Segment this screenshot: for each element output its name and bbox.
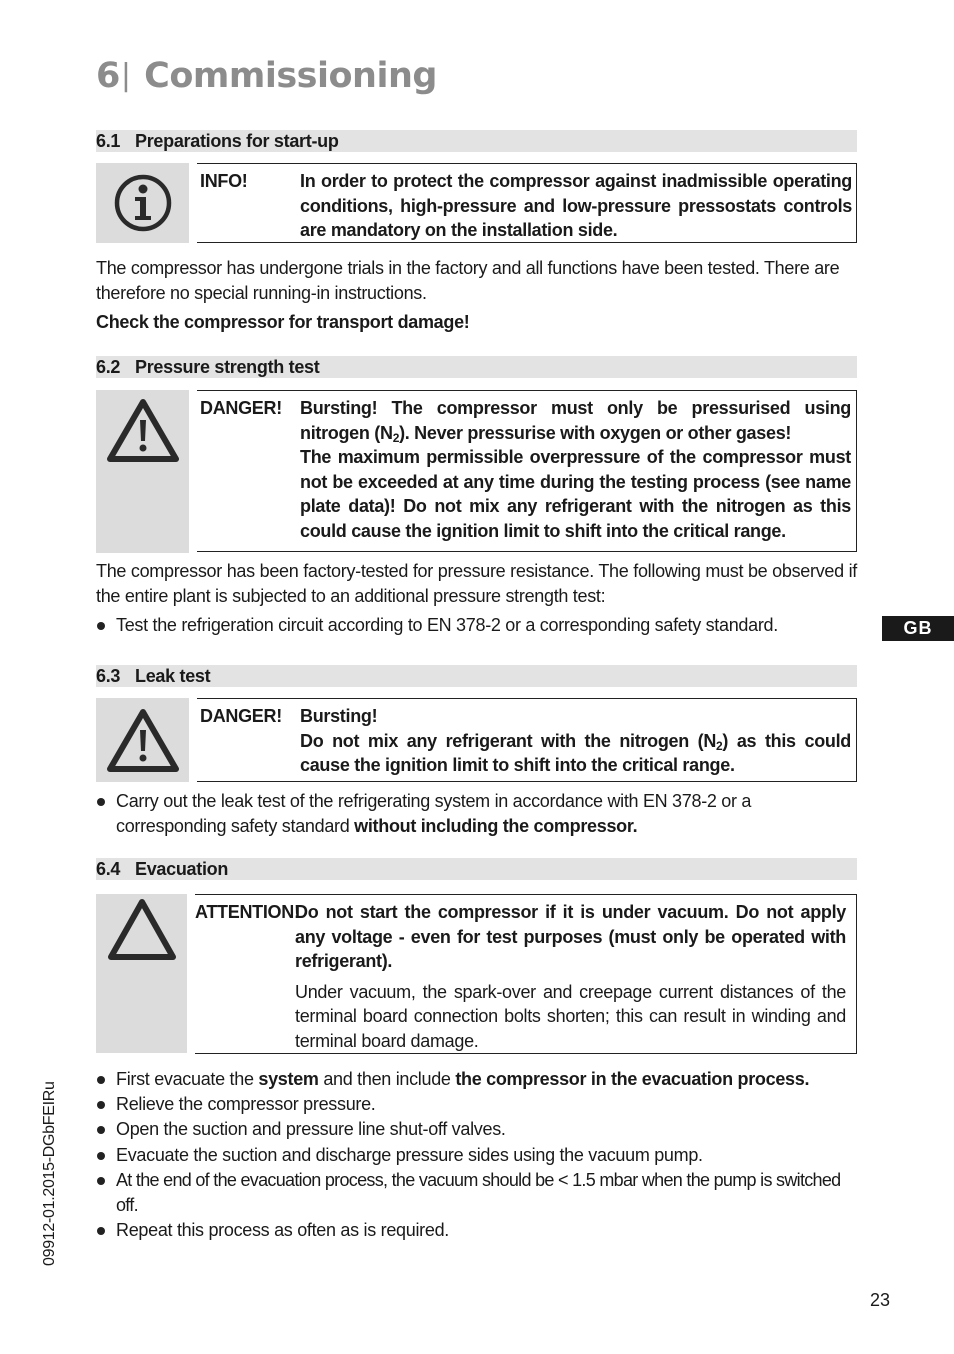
transport-damage-warning: Check the compressor for transport damage! (96, 312, 470, 332)
section-heading-6-3 (96, 665, 857, 687)
page-number: 23 (870, 1290, 891, 1310)
section-number: 6.3 (96, 666, 121, 686)
evacuation-bullet-list (96, 1067, 858, 1243)
section-title: Preparations for start-up (135, 131, 339, 151)
chapter-title-text: Commissioning (144, 56, 437, 96)
list-item (96, 789, 858, 838)
danger-line-2: The maximum permissible overpressure of the compressor must not be exceeded at any time during the testing process (see name plate data)! Do not mix any refrigerant with the nitrogen as this could cause the ignition limit to shift into the critical range. (300, 447, 851, 541)
pressure-bullet-list (96, 613, 858, 638)
list-item: At the end of the evacuation process, the vacuum should be < 1.5 mbar when the pump is switched off. (96, 1168, 858, 1218)
chapter-separator: | (120, 58, 131, 93)
list-item: Open the suction and pressure line shut-off valves. (96, 1117, 858, 1142)
attention-normal-text: Under vacuum, the spark-over and creepage current distances of the terminal board connection bolts shorten; this can result in winding and terminal board damage. (295, 981, 846, 1051)
note-label: INFO! (200, 171, 248, 191)
subscript: 2 (392, 430, 400, 445)
danger-icon-box (96, 390, 189, 553)
warning-triangle-exclamation-icon (105, 706, 181, 774)
section-heading-6-2 (96, 356, 857, 378)
text-part: Do not mix any refrigerant with the nitrogen (N (300, 730, 717, 751)
text-part-bold: system (258, 1069, 319, 1089)
list-item: Relieve the compressor pressure. (96, 1092, 858, 1117)
info-note (197, 163, 857, 243)
section-number: 6.4 (96, 859, 121, 879)
document-code: 09912-01.2015-DGbFEIRu (41, 1081, 58, 1266)
warning-triangle-exclamation-icon (105, 396, 181, 464)
note-label: ATTENTION! (195, 902, 300, 922)
text-part: ) as this could cause the ignition limit to shift into the critical range. (300, 730, 851, 775)
note-label: DANGER! (200, 398, 282, 418)
list-item: Repeat this process as often as is required. (96, 1218, 858, 1243)
attention-icon-box (96, 894, 187, 1053)
danger-icon-box (96, 698, 189, 782)
subscript: 2 (716, 738, 723, 753)
section-title: Pressure strength test (135, 357, 320, 377)
section-title: Evacuation (135, 859, 229, 879)
info-circle-icon (113, 173, 173, 233)
danger-line-1: Bursting! (300, 706, 378, 726)
info-icon-box (96, 163, 189, 243)
note-text (300, 396, 851, 543)
note-text: In order to protect the compressor against inadmissible operating conditions, high-pressure and low-pressure pressostats controls are mandatory on the installation side. (300, 171, 852, 240)
danger-note-pressure (197, 390, 857, 552)
danger-line-2 (300, 729, 851, 778)
language-tab: GB (882, 616, 954, 641)
list-item (96, 1067, 858, 1092)
warning-triangle-icon (106, 896, 178, 962)
intro-paragraph: The compressor has undergone trials in the factory and all functions have been tested. There are therefore no special running-in instructions. (96, 258, 840, 303)
section-number: 6.1 (96, 131, 121, 151)
list-item: Test the refrigeration circuit according to EN 378-2 or a corresponding safety standard. (96, 613, 858, 638)
list-item: Evacuate the suction and discharge pressure sides using the vacuum pump. (96, 1143, 858, 1168)
section-heading-6-4 (96, 858, 857, 880)
attention-bold-text: Do not start the compressor if it is under vacuum. Do not apply any voltage - even for test purposes (must only be operated with refrigerant). (295, 902, 846, 971)
danger-line-1 (300, 396, 851, 445)
chapter-number: 6 (96, 56, 120, 96)
section-heading-6-1 (96, 130, 857, 152)
text-part: ). Never pressurise with oxygen or other gases! (399, 422, 792, 443)
pressure-paragraph: The compressor has been factory-tested for pressure resistance. The following must be observed if the entire plant is subjected to an additional pressure strength test: (96, 561, 857, 606)
text-part-bold: without including the compressor. (354, 815, 638, 836)
attention-note-evacuation (195, 894, 857, 1054)
text-part: First evacuate the (116, 1069, 259, 1089)
danger-note-leak (197, 698, 857, 782)
leak-bullet-list (96, 789, 858, 838)
section-number: 6.2 (96, 357, 121, 377)
section-title: Leak test (135, 666, 211, 686)
note-label: DANGER! (200, 706, 282, 726)
text-part: Carry out the leak test of the refrigerating system in accordance with EN 378-2 or a corresponding safety standard (116, 791, 752, 836)
text-part: and then include (318, 1069, 456, 1089)
note-text (300, 704, 851, 778)
note-text (295, 900, 846, 1053)
text-part: Bursting! The compressor must only be pressurised using nitrogen (N (300, 398, 851, 443)
text-part-bold: the compressor in the evacuation process. (455, 1069, 810, 1089)
chapter-title (96, 56, 437, 96)
